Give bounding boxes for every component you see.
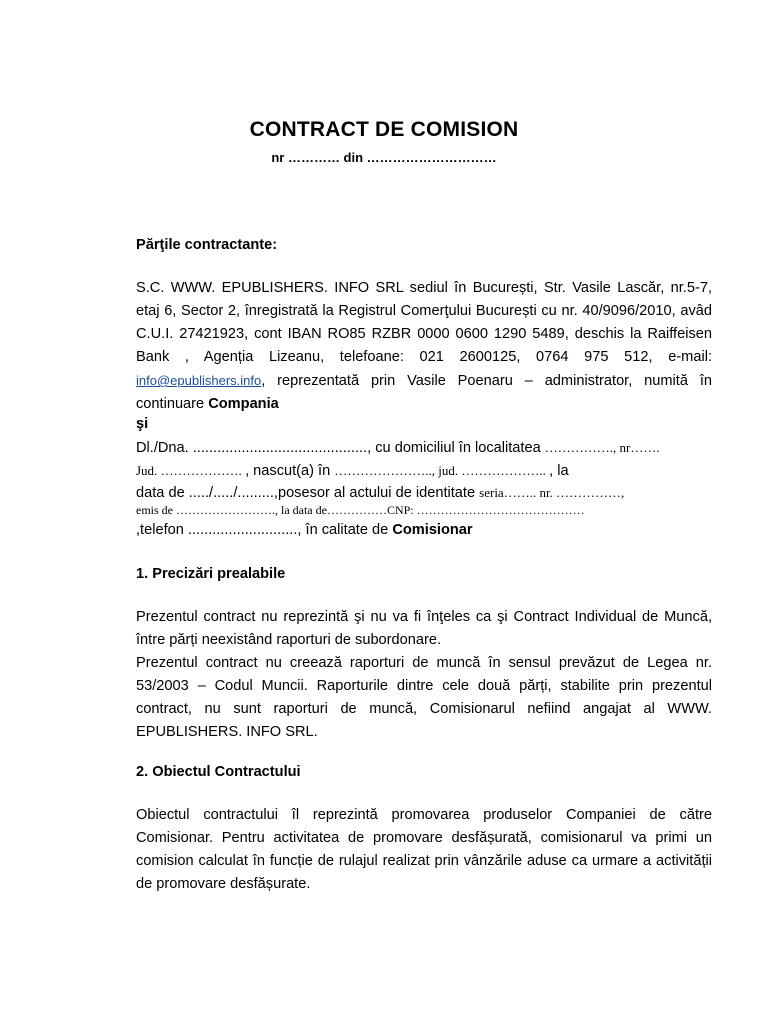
- person-born-label: , nascut(a) în: [245, 463, 335, 479]
- person-locality: ……………., nr…….: [544, 440, 660, 455]
- person-line-5: [136, 519, 712, 542]
- conjunction-and: şi: [136, 416, 149, 432]
- person-county: Jud. ……………….: [136, 463, 246, 478]
- company-text-1: S.C. WWW. EPUBLISHERS. INFO SRL sediul în București, Str. Vasile Lascăr, nr.5-7, etaj 6, Sector 2, înregistrată la Registrul Comerţului București cu nr. 40/9096/2010, avâd C.U.I. 27421923, cont IBAN RO85 RZBR 0000 0600 1290 5489, deschis la Raiffeisen Bank , Agenția Lizeanu, telefoane: 021 2600125, 0764 975 512, e-mail:: [136, 280, 712, 365]
- document-subtitle: nr ………… din …………………………: [271, 150, 497, 165]
- section-1-paragraph-2: Prezentul contract nu creează raporturi de muncă în sensul prevăzut de Legea nr. 53/2003 – Codul Muncii. Raporturile dintre cele două părți, stabilite prin prezentul contract, nu sunt raporturi de muncă, Comisionarul nefiind angajat al WWW. EPUBLISHERS. INFO SRL.: [136, 655, 712, 740]
- parties-heading: Părţile contractante:: [136, 237, 278, 253]
- person-role: Comisionar: [392, 522, 473, 538]
- company-role: Compania: [208, 396, 279, 412]
- company-paragraph: [136, 277, 712, 416]
- section-2-paragraph-1: Obiectul contractului îl reprezintă promovarea produselor Companiei de către Comisionar. Pentru activitatea de promovare desfășurată, comisionarul va primi un comision calculat în funcție de rulajul realizat prin vânzările aduse ca urmare a activității de promovare desfășurate.: [136, 807, 712, 892]
- person-line-2: [136, 459, 712, 483]
- person-line-4: emis de ……………………., la data de……………CNP: ……………………………………: [136, 503, 585, 517]
- person-id-series: seria…….. nr. ……………,: [479, 485, 625, 500]
- person-birthdate-id: data de ...../...../.........,posesor al actului de identitate: [136, 485, 480, 501]
- section-2-heading: 2. Obiectul Contractului: [136, 764, 301, 780]
- person-born-at: , la: [549, 463, 569, 479]
- person-line-1: [136, 436, 712, 460]
- document-title: CONTRACT DE COMISION: [249, 118, 519, 141]
- person-birthplace: ………………….., jud. ………………..: [334, 463, 550, 478]
- company-email-link[interactable]: info@epublishers.info: [136, 373, 262, 388]
- section-1-heading: 1. Precizări prealabile: [136, 566, 286, 582]
- company-text-2: , reprezentată prin Vasile Poenaru – administrator, numită în continuare: [136, 373, 712, 412]
- person-phone: ,telefon ..........................., în calitate de: [136, 522, 393, 538]
- section-1-paragraph-1: Prezentul contract nu reprezintă şi nu va fi înţeles ca şi Contract Individual de Muncă, între părți neexistând raporturi de subordonare.: [136, 609, 712, 648]
- person-name-domicile: Dl./Dna. ..........................................., cu domiciliul în localitatea: [136, 440, 545, 456]
